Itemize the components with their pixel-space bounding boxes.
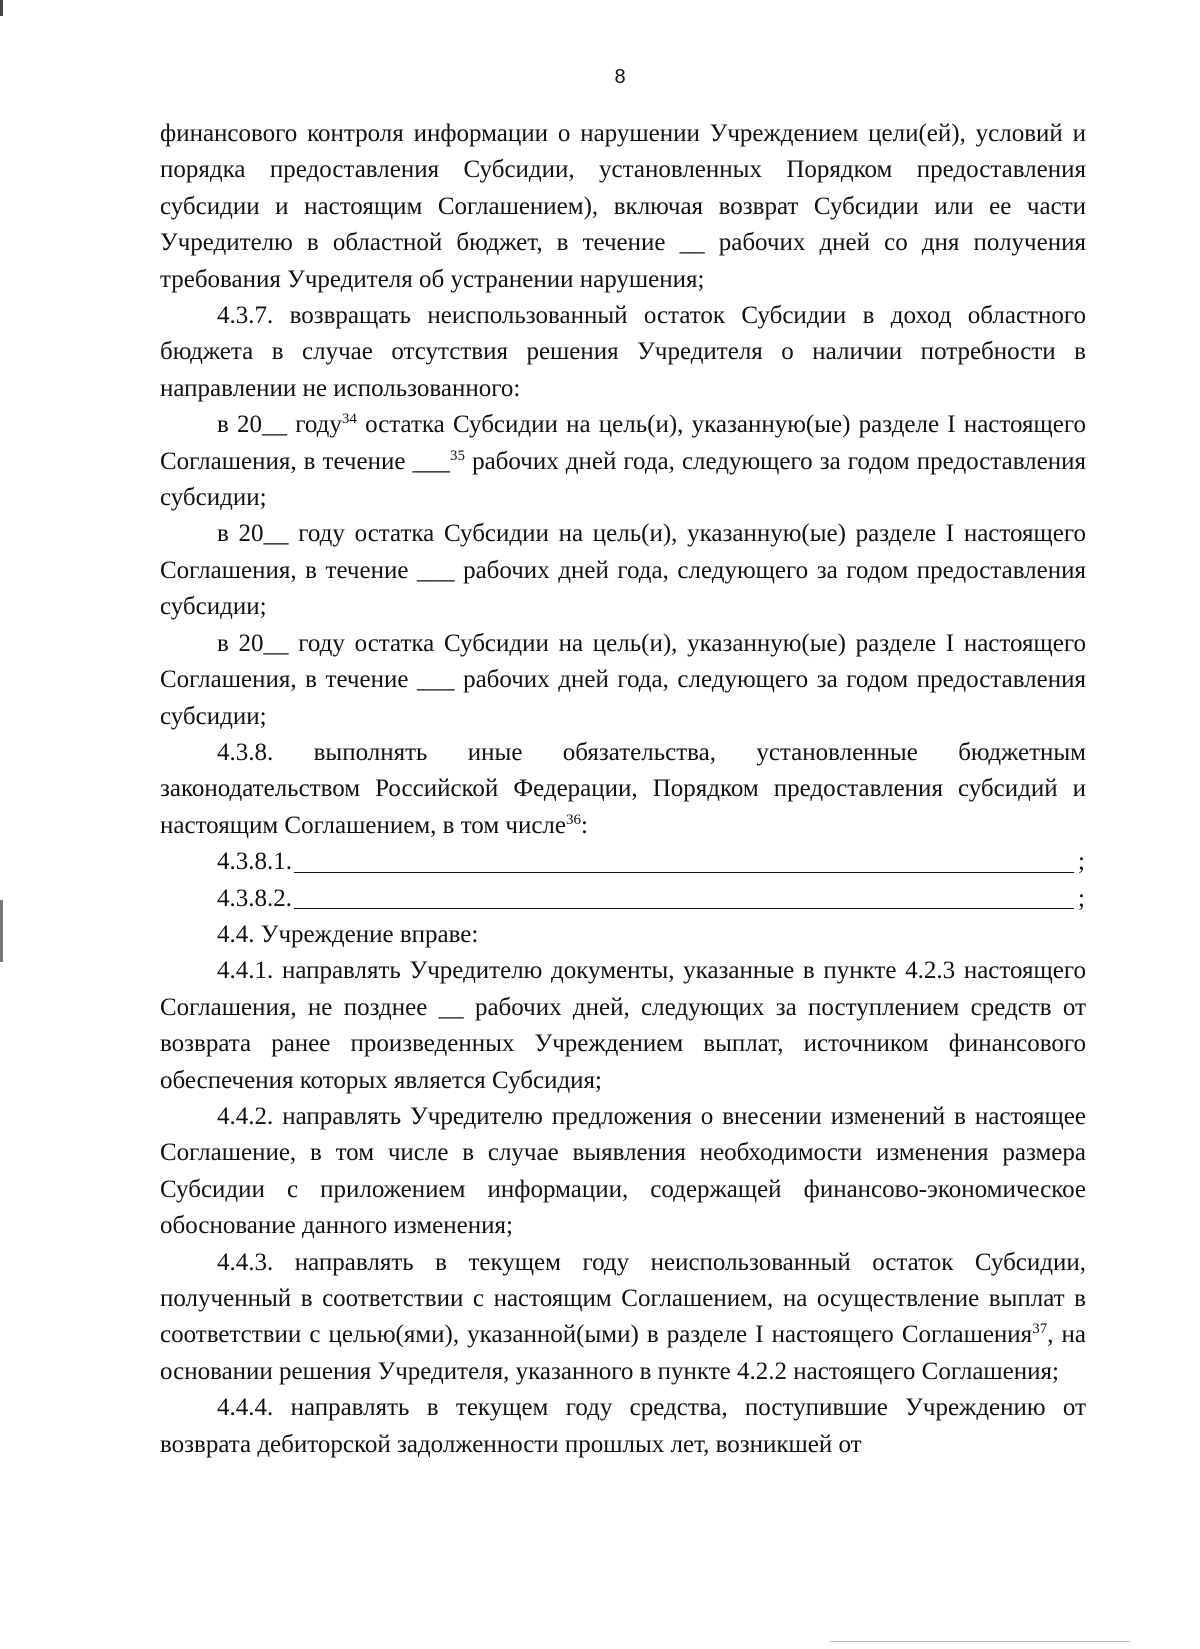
paragraph-continuation: финансового контроля информации о нарушении Учреждением цели(ей), условий и порядка предоставления Субсидии, установленных Порядком предоставления субсидии и настоящим Соглашением), включая возврат Субсидии или ее части Учредителю в областной бюджет, в течение __ рабочих дней со дня получения требования Учредителя об устранении нарушения; (160, 120, 1086, 293)
paragraph-4-3-8 (160, 735, 1086, 844)
paragraph-4-4-3-part-b: , на основании решения Учредителя, указанного в пункте 4.2.2 настоящего Соглашения; (160, 1321, 1086, 1385)
fill-line-number: 4.3.8.2. (217, 884, 292, 912)
paragraph-year-1 (160, 407, 1086, 516)
paragraph-4-4-1: 4.4.1. направлять Учредителю документы, указанные в пункте 4.2.3 настоящего Соглашения, не позднее __ рабочих дней, следующих за поступлением средств от возврата ранее произведенных Учреждением выплат, источником финансового обеспечения которых является Субсидия; (160, 957, 1086, 1094)
paragraph-4-4-4: 4.4.4. направлять в текущем году средства, поступившие Учреждению от возврата дебиторской задолженности прошлых лет, возникшей от (160, 1394, 1086, 1458)
paragraph-4-3-8-part-b: : (581, 811, 588, 839)
paragraph-year-1-part-a: в 20__ году (217, 411, 342, 439)
fill-line-4-3-8-2 (160, 881, 1086, 917)
page-number: 8 (614, 66, 626, 88)
footnote-ref-37: 37 (1032, 1321, 1048, 1338)
footnote-ref-34: 34 (341, 411, 357, 428)
fill-line-number: 4.3.8.1. (217, 848, 292, 876)
document-body (160, 116, 1086, 1463)
fill-line-semicolon: ; (1078, 884, 1085, 912)
paragraph-year-1-part-c: рабочих дней года, следующего за годом предоставления субсидии; (160, 447, 1087, 512)
fill-line-semicolon: ; (1078, 848, 1085, 876)
fill-line-4-3-8-1 (160, 844, 1086, 880)
scan-edge-mark-top (0, 0, 3, 16)
blank-underline (294, 872, 1074, 873)
footnote-ref-35: 35 (450, 447, 466, 464)
paragraph-4-4-3-part-a: 4.4.3. направлять в текущем году неиспользованный остаток Субсидии, полученный в соответствии с настоящим Соглашением, на осуществление выплат в соответствии с целью(ями), указанной(ыми) в разделе I настоящего Соглашения (160, 1248, 1086, 1349)
footnote-ref-36: 36 (566, 811, 582, 828)
paragraph-4-3-8-part-a: 4.3.8. выполнять иные обязательства, установленные бюджетным законодательством Российской Федерации, Порядком предоставления субсидий и настоящим Соглашением, в том числе (160, 738, 1086, 839)
scan-edge-mark-left (0, 900, 3, 962)
blank-underline (294, 908, 1074, 909)
scan-edge-mark-bottom (830, 1641, 1130, 1642)
paragraph-year-2: в 20__ году остатка Субсидии на цель(и), указанную(ые) разделе I настоящего Соглашения, в течение ___ рабочих дней года, следующего за годом предоставления субсидии; (160, 520, 1086, 621)
paragraph-4-4-2: 4.4.2. направлять Учредителю предложения о внесении изменений в настоящее Соглашение, в том числе в случае выявления необходимости изменения размера Субсидии с приложением информации, содержащей финансово-экономическое обоснование данного изменения; (160, 1102, 1086, 1240)
paragraph-year-3: в 20__ году остатка Субсидии на цель(и), указанную(ые) разделе I настоящего Соглашения, в течение ___ рабочих дней года, следующего за годом предоставления субсидии; (160, 629, 1086, 730)
paragraph-4-3-7: 4.3.7. возвращать неиспользованный остаток Субсидии в доход областного бюджета в случае отсутствия решения Учредителя о наличии потребности в направлении не использованного: (160, 302, 1086, 402)
paragraph-4-4: 4.4. Учреждение вправе: (217, 920, 479, 948)
paragraph-4-4-3 (160, 1245, 1086, 1391)
paragraph-year-1-part-b: остатка Субсидии на цель(и), указанную(ые) разделе I настоящего Соглашения, в течение ___ (160, 411, 1087, 475)
